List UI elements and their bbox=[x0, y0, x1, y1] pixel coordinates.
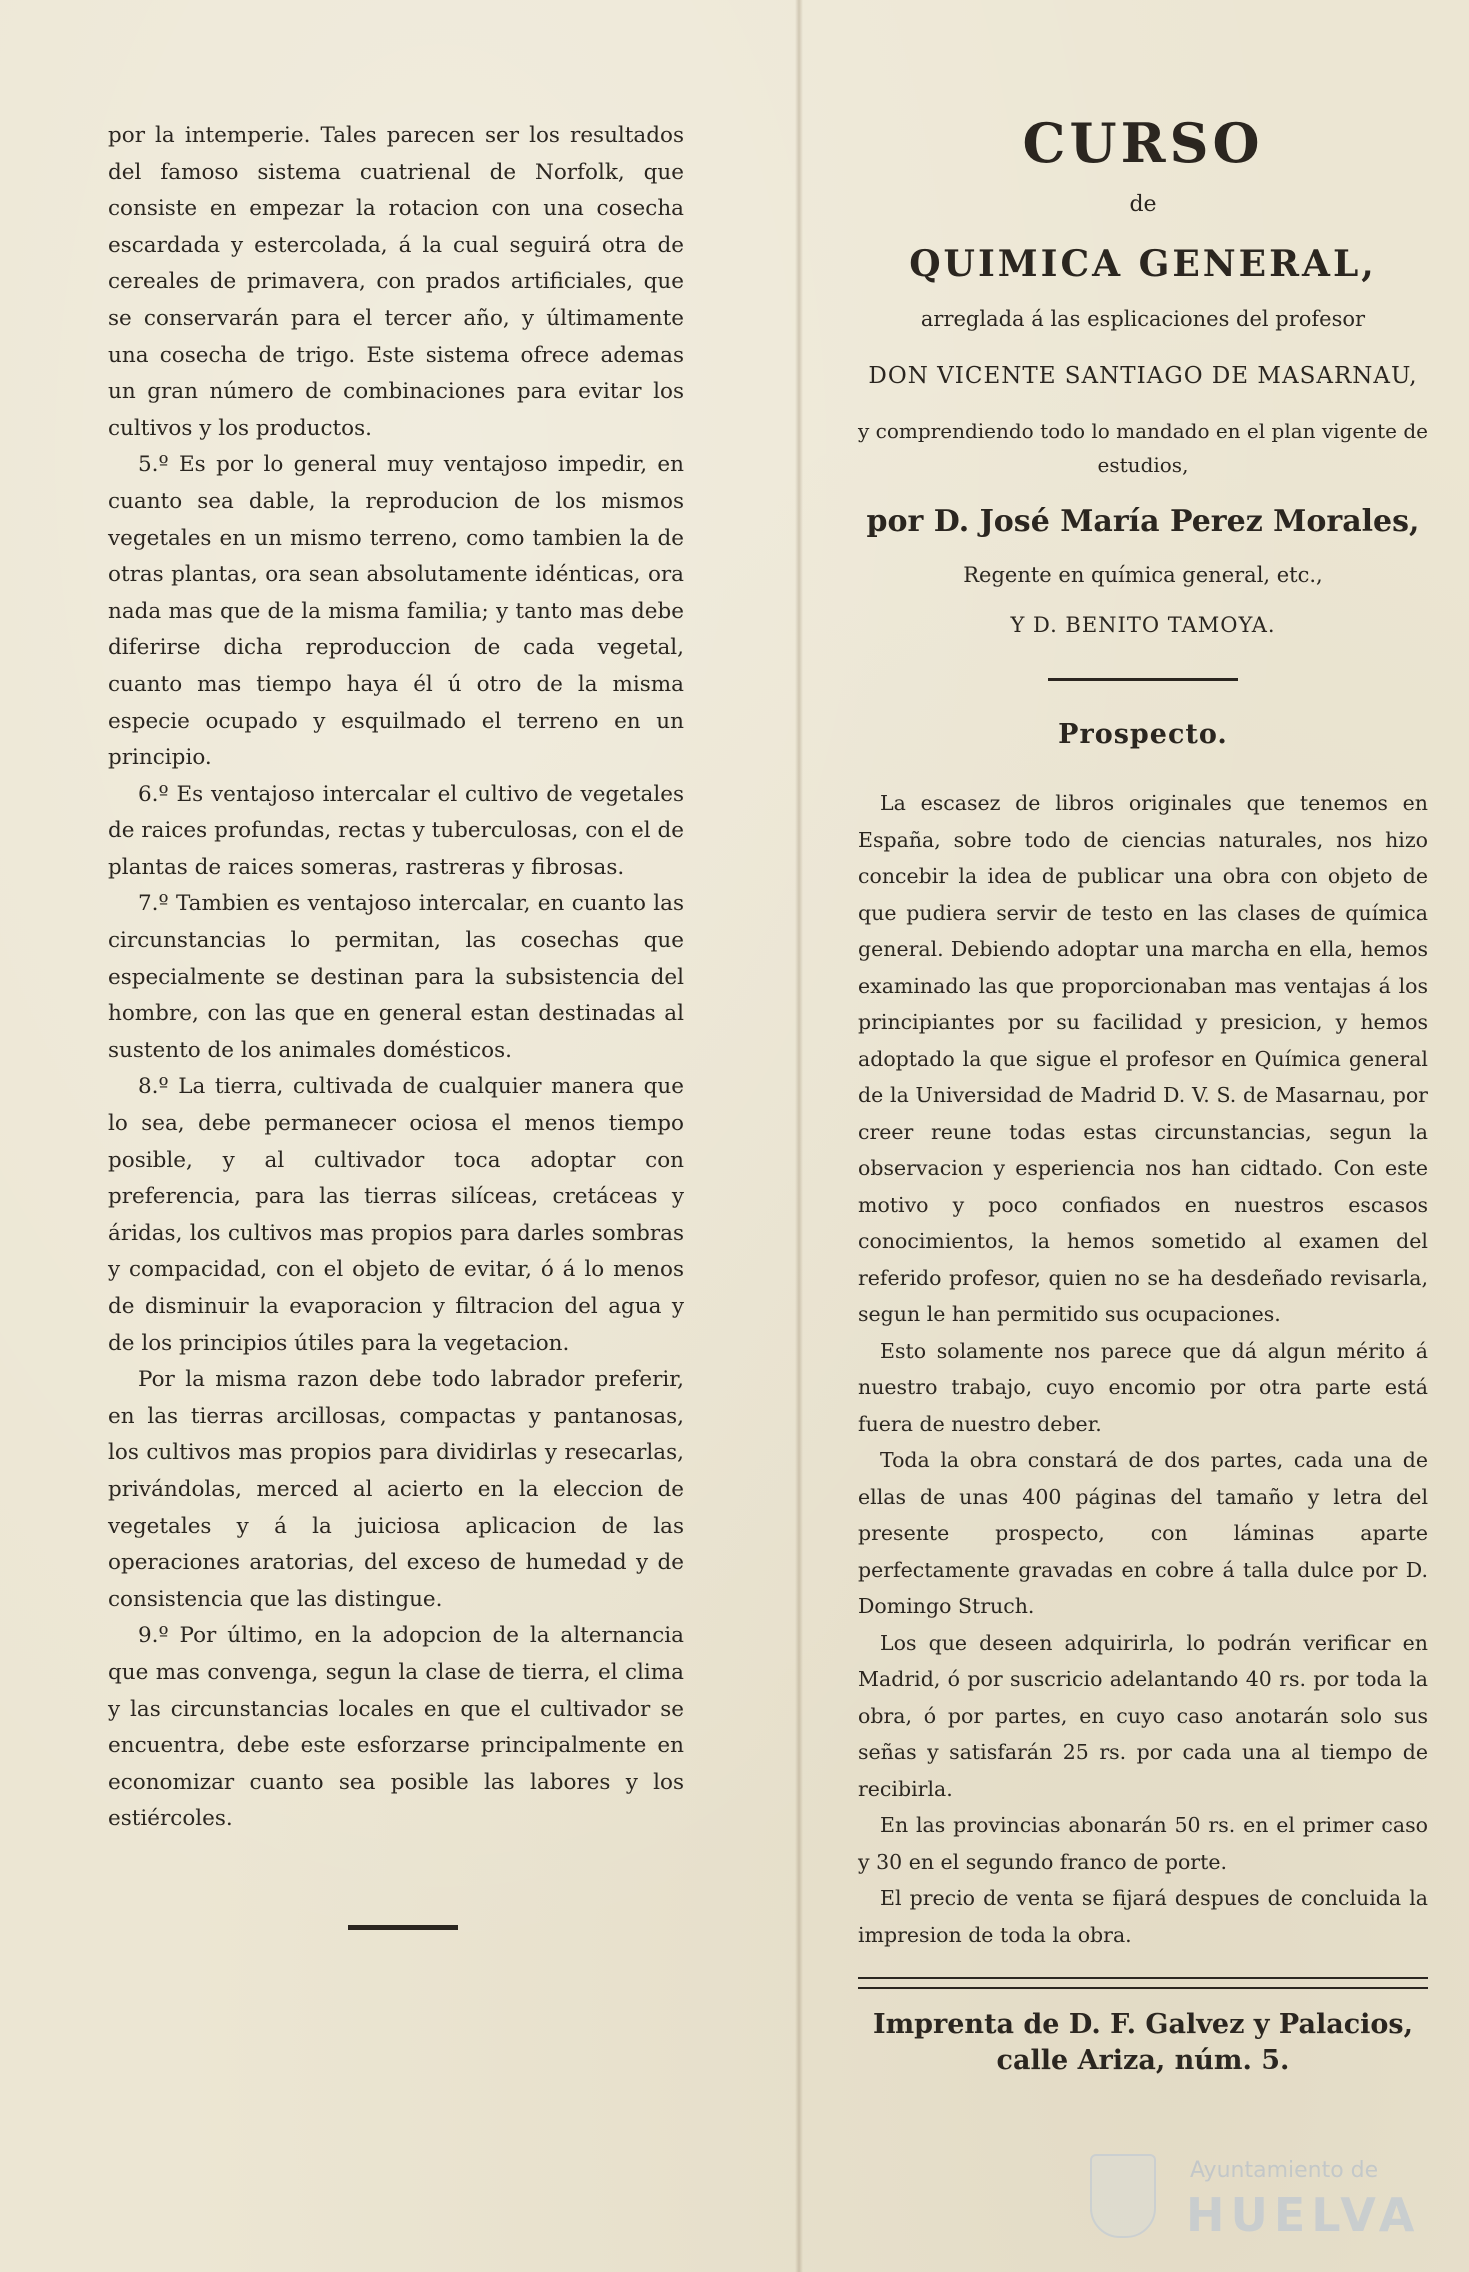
double-rule bbox=[858, 1977, 1428, 1989]
page-fold bbox=[795, 0, 803, 2272]
coat-of-arms-icon bbox=[1090, 2154, 1156, 2238]
watermark-big-text: HUELVA bbox=[1186, 2188, 1421, 2242]
left-paragraph: 7.º Tambien es ventajoso intercalar, en cuanto las circunstancias lo permitan, las cosechas que especialmente se destinan para la subsistencia del hombre, con las que en general estan destinadas al sustento de los animales domésticos. bbox=[108, 891, 684, 1063]
left-paragraph: por la intemperie. Tales parecen ser los resultados del famoso sistema cuatrienal de Norfolk, que consiste en empezar la rotacion con una cosecha escardada y estercolada, á la cual seguirá otra de cereales de primavera, con prados artificiales, que se conservarán para el tercer año, y últimamente una cosecha de trigo. Este sistema ofrece ademas un gran número de combinaciones para evitar los cultivos y los productos. bbox=[108, 123, 684, 441]
printer-imprint: Imprenta de D. F. Galvez y Palacios, calle Ariza, núm. 5. bbox=[872, 2009, 1414, 2076]
author-role: Regente en química general, etc., bbox=[963, 563, 1323, 587]
prospectus-paragraph: En las provincias abonarán 50 rs. en el primer caso y 30 en el segundo franco de porte. bbox=[858, 1813, 1428, 1874]
prospectus-paragraph: La escasez de libros originales que tenemos en España, sobre todo de ciencias naturales, nos hizo concebir la idea de publicar una obra con objeto de que pudiera servir de testo en las clases de química general. Debiendo adoptar una marcha en ella, hemos examinado las que proporcionaban mas ventajas á los principiantes por su facilidad y presicion, y hemos adoptado la que sigue el profesor en Química general de la Universidad de Madrid D. V. S. de Masarnau, por creer reune todas estas circunstancias, segun la observacion y esperiencia nos han cidtado. Con este motivo y poco confiados en nuestros escasos conocimientos, la hemos sometido al examen del referido profesor, quien no se ha desdeñado revisarla, segun le han permitido sus ocupaciones. bbox=[858, 791, 1428, 1326]
prospectus-paragraph: Esto solamente nos parece que dá algun mérito á nuestro trabajo, cuyo encomio por otra parte está fuera de nuestro deber. bbox=[858, 1338, 1428, 1436]
prospectus-paragraph: El precio de venta se fijará despues de concluida la impresion de toda la obra. bbox=[858, 1886, 1428, 1947]
left-paragraph: 5.º Es por lo general muy ventajoso impedir, en cuanto sea dable, la reproducion de los mismos vegetales en un mismo terreno, como tambien la de otras plantas, ora sean absolutamente idénticas, ora nada mas que de la misma familia; y tanto mas debe diferirse dicha reproduccion de cada vegetal, cuanto mas tiempo haya él ú otro de la misma especie ocupado y esquilmado el terreno en un principio. bbox=[108, 452, 684, 771]
prospectus-body bbox=[858, 785, 1428, 1953]
divider-rule bbox=[1048, 678, 1238, 681]
watermark-small-text: Ayuntamiento de bbox=[1190, 2158, 1379, 2183]
coauthor-line: Y D. BENITO TAMOYA. bbox=[1010, 613, 1276, 637]
scope-line: y comprendiendo todo lo mandado en el plan vigente de estudios, bbox=[858, 419, 1428, 477]
arranged-line: arreglada á las esplicaciones del profesor bbox=[920, 307, 1366, 331]
professor-name: DON VICENTE SANTIAGO DE MASARNAU, bbox=[868, 363, 1418, 389]
book-title: CURSO bbox=[1022, 111, 1264, 175]
prospectus-heading: Prospecto. bbox=[1058, 719, 1228, 750]
left-paragraph: 9.º Por último, en la adopcion de la alternancia que mas convenga, segun la clase de tierra, el clima y las circunstancias locales en que el cultivador se encuentra, debe este esforzarse principalmente en economizar cuanto sea posible las labores y los estiércoles. bbox=[108, 1623, 684, 1832]
right-column bbox=[858, 108, 1428, 2079]
watermark bbox=[1090, 2150, 1450, 2260]
left-paragraph: Por la misma razon debe todo labrador preferir, en las tierras arcillosas, compactas y pantanosas, los cultivos mas propios para dividirlas y resecarlas, privándolas, merced al acierto en la eleccion de vegetales y á la juiciosa aplicacion de las operaciones aratorias, del exceso de humedad y de consistencia que las distingue. bbox=[108, 1367, 684, 1612]
prospectus-paragraph: Los que deseen adquirirla, lo podrán verificar en Madrid, ó por suscricio adelantando 40 rs. por toda la obra, ó por partes, en cuyo caso anotarán solo sus señas y satisfarán 25 rs. por cada una al tiempo de recibirla. bbox=[858, 1630, 1428, 1801]
prospectus-paragraph: Toda la obra constará de dos partes, cada una de ellas de unas 400 páginas del tamaño y letra del presente prospecto, con láminas aparte perfectamente gravadas en cobre á talla dulce por D. Domingo Struch. bbox=[858, 1448, 1428, 1618]
left-paragraph: 8.º La tierra, cultivada de cualquier manera que lo sea, debe permanecer ociosa el menos tiempo posible, y al cultivador toca adoptar con preferencia, para las tierras silíceas, cretáceas y áridas, los cultivos mas propios para darles sombras y compacidad, con el objeto de evitar, ó á lo menos de disminuir la evaporacion y filtracion del agua y de los principios útiles para la vegetacion. bbox=[108, 1074, 684, 1356]
book-subject: QUIMICA GENERAL, bbox=[909, 243, 1377, 285]
left-column bbox=[108, 118, 684, 1838]
author-line: por D. José María Perez Morales, bbox=[866, 504, 1420, 539]
title-connector: de bbox=[1129, 192, 1157, 217]
left-paragraph: 6.º Es ventajoso intercalar el cultivo de vegetales de raices profundas, rectas y tuberculosas, con el de plantas de raices someras, rastreras y fibrosas. bbox=[108, 781, 684, 880]
section-end-rule bbox=[348, 1925, 458, 1930]
